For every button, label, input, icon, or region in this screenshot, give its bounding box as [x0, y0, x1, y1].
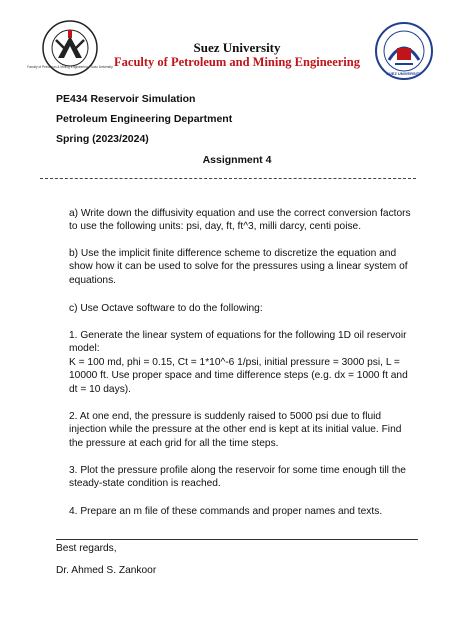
task-1-parameters: K = 100 md, phi = 0.15, Ct = 1*10^-6 1/psi, initial pressure = 3000 psi, L = 10000 ft. Use proper space and time difference steps (e.g. dx = 1000 ft and dt = 10 days). [69, 357, 408, 395]
faculty-logo [27, 20, 113, 76]
university-name: Suez University [193, 40, 281, 55]
department-name: Petroleum Engineering Department [56, 113, 233, 125]
signature-name: Dr. Ahmed S. Zankoor [56, 565, 157, 576]
question-c: c) Use Octave software to do the following: [69, 303, 263, 314]
task-2: 2. At one end, the pressure is suddenly raised to 5000 psi due to fluid injection while the pressure at the other end is kept at its initial value. Find the pressure at each grid for all the time steps. [69, 411, 402, 449]
signature-separator [56, 539, 418, 540]
task-3: 3. Plot the pressure profile along the reservoir for some time enough till the steady-state condition is reached. [69, 465, 406, 490]
separator-dashed [40, 178, 416, 179]
closing-regards: Best regards, [56, 543, 117, 554]
university-logo [375, 22, 433, 80]
logo-right-text: SUEZ UNIVERSITY [386, 71, 422, 76]
question-a: a) Write down the diffusivity equation and use the correct conversion factors to use the following units: psi, day, ft, ft^3, milli darcy, centi poise. [69, 208, 411, 233]
course-title: PE434 Reservoir Simulation [56, 93, 196, 105]
task-4: 4. Prepare an m file of these commands and proper names and texts. [69, 506, 383, 517]
faculty-name: Faculty of Petroleum and Mining Engineering [114, 55, 360, 69]
task-1: 1. Generate the linear system of equations for the following 1D oil reservoir model: [69, 330, 407, 355]
term-label: Spring (2023/2024) [56, 133, 149, 145]
logo-left-text: Faculty of Petroleum & Mining Engineering · Suez University [27, 65, 113, 69]
assignment-title: Assignment 4 [202, 154, 272, 166]
question-b: b) Use the implicit finite difference scheme to discretize the equation and show how it can be used to solve for the pressures using a linear system of equations. [69, 248, 408, 286]
